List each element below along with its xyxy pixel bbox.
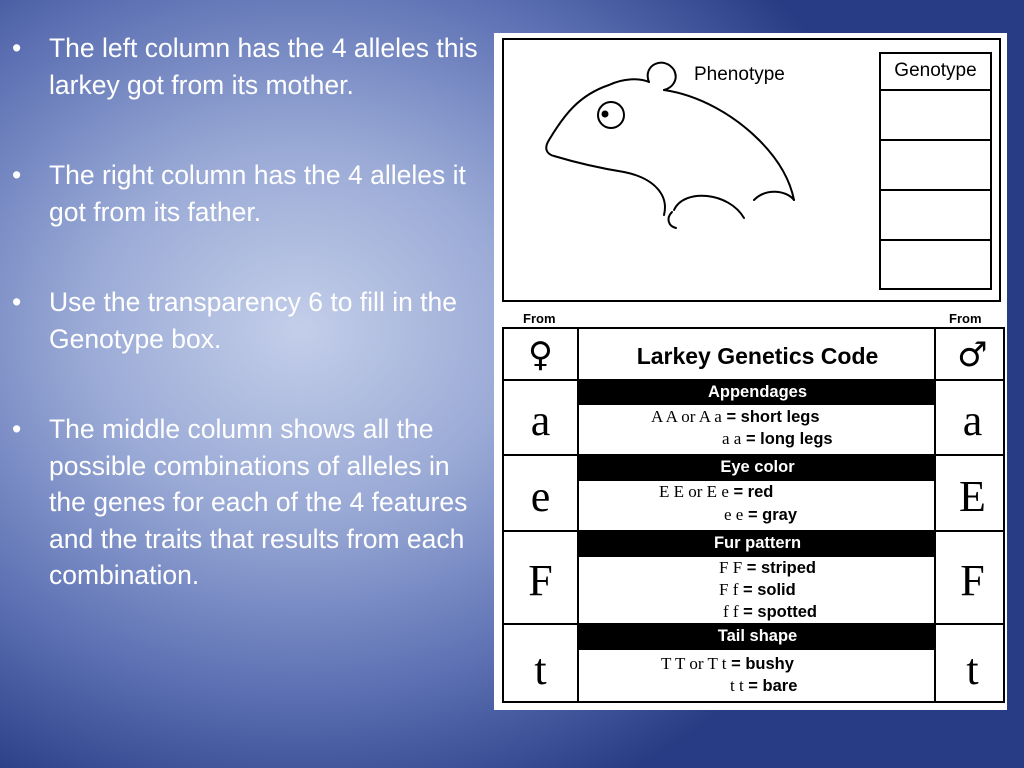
- feature-band-appendages: Appendages: [579, 381, 936, 404]
- female-symbol: ♀: [528, 335, 553, 375]
- rule-genotype: a a: [722, 429, 742, 448]
- band-underline: [579, 648, 934, 650]
- rule-genotype: F f: [719, 580, 739, 599]
- rule-result: = red: [733, 483, 774, 501]
- feature-band-eye-color: Eye color: [579, 456, 936, 479]
- rule-result: = short legs: [726, 408, 820, 426]
- rule-result: = long legs: [745, 430, 833, 448]
- genotype-cell: [881, 141, 990, 191]
- worksheet-image: [494, 33, 1007, 710]
- mother-allele-eye-color: e: [530, 472, 551, 521]
- eye-pupil: [602, 111, 609, 118]
- larkey-outline-illustration: [504, 40, 874, 300]
- bullet-text: The left column has the 4 alleles this larkey got from its mother.: [49, 33, 478, 100]
- genotype-cell: [881, 241, 990, 291]
- rule-line: [579, 558, 1024, 578]
- rule-genotype: F F: [719, 558, 743, 577]
- rule-line: [579, 676, 1024, 696]
- rule-line: [579, 407, 1008, 427]
- genotype-header: Genotype: [881, 54, 990, 91]
- bullet-text: The right column has the 4 alleles it got from its father.: [49, 160, 466, 227]
- from-mother-label: From: [523, 311, 556, 326]
- band-underline: [579, 555, 934, 557]
- code-title: Larkey Genetics Code: [636, 343, 879, 369]
- phenotype-box: [502, 38, 1001, 302]
- genotype-cell: [881, 91, 990, 141]
- rule-genotype: f f: [723, 602, 739, 621]
- rule-line: [579, 654, 1018, 674]
- rule-result: = solid: [742, 581, 796, 599]
- rule-line: [579, 580, 1024, 600]
- rule-result: = spotted: [743, 603, 817, 621]
- genotype-table: [879, 52, 992, 290]
- genetics-code-table: [502, 327, 1005, 703]
- rule-result: = bare: [748, 677, 798, 695]
- bullet-item: [12, 284, 482, 357]
- rule-genotype: T T or T t: [661, 654, 727, 673]
- phenotype-label: Phenotype: [694, 64, 785, 85]
- mother-allele-fur-pattern: F: [528, 556, 553, 605]
- band-underline: [579, 479, 934, 481]
- father-allele-eye-color: E: [959, 472, 986, 521]
- rule-line: [579, 482, 1016, 502]
- father-allele-fur-pattern: F: [960, 556, 985, 605]
- bullet-dot: •: [12, 287, 22, 317]
- feature-band-tail-shape: Tail shape: [579, 625, 936, 648]
- rule-result: = striped: [746, 559, 816, 577]
- rule-genotype: A A or A a: [651, 407, 722, 426]
- genotype-cell: [881, 191, 990, 241]
- feature-band-fur-pattern: Fur pattern: [579, 532, 936, 555]
- rule-genotype: E E or E e: [659, 482, 729, 501]
- bullet-list: [12, 30, 482, 648]
- male-symbol: ♂: [957, 335, 988, 375]
- mother-allele-tail-shape: t: [534, 645, 547, 694]
- bullet-text: Use the transparency 6 to fill in the Genotype box.: [49, 287, 458, 354]
- bullet-dot: •: [12, 33, 22, 63]
- bullet-item: [12, 411, 482, 594]
- rule-genotype: e e: [724, 505, 744, 524]
- bullet-dot: •: [12, 414, 22, 444]
- father-allele-appendages: a: [962, 396, 983, 445]
- bullet-item: [12, 157, 482, 230]
- bullet-text: The middle column shows all the possible combinations of alleles in the genes for each of the 4 features and the traits that results from each combination.: [49, 414, 468, 590]
- rule-result: = bushy: [731, 655, 794, 673]
- rule-line: [579, 602, 1024, 622]
- from-father-label: From: [949, 311, 982, 326]
- rule-line: [579, 505, 1024, 525]
- father-allele-tail-shape: t: [966, 645, 979, 694]
- rule-genotype: t t: [730, 676, 744, 695]
- bullet-dot: •: [12, 160, 22, 190]
- rule-result: = gray: [747, 506, 798, 524]
- bullet-item: [12, 30, 482, 103]
- rule-line: [579, 429, 1024, 449]
- mother-allele-appendages: a: [530, 396, 551, 445]
